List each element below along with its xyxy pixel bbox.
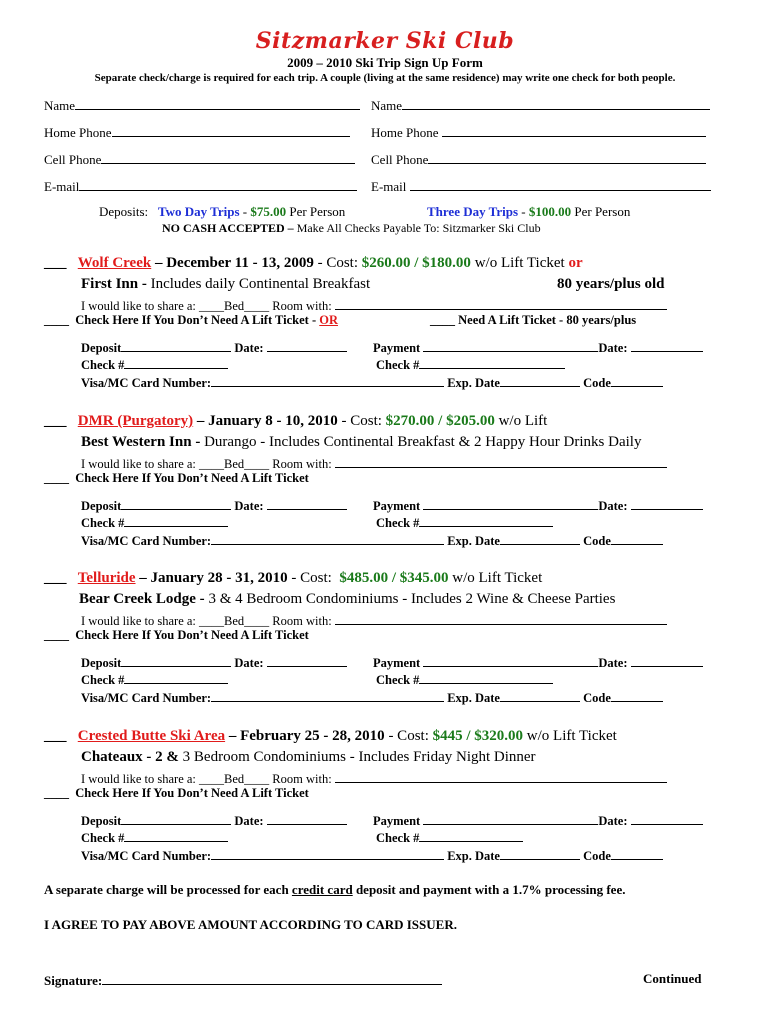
share-line[interactable]: I would like to share a: ____Bed____ Room with:	[81, 296, 667, 314]
payment-note: Separate check/charge is required for each trip. A couple (living at the same residence) may write one check for both people.	[94, 72, 676, 84]
email-field-1[interactable]: E-mail	[44, 177, 357, 195]
trip-name: DMR (Purgatory)	[77, 413, 194, 429]
club-title: Sitzmarker Ski Club	[255, 28, 515, 54]
payment-check-field[interactable]: Check #	[376, 828, 523, 846]
deposit-check-field[interactable]: Check #	[81, 355, 228, 373]
deposit-check-field[interactable]: Check #	[81, 828, 228, 846]
card-field[interactable]: Visa/MC Card Number: Exp. Date Code	[81, 846, 663, 864]
deposit-field[interactable]: Deposit Date:	[81, 653, 347, 671]
payment-field[interactable]: Payment Date:	[373, 496, 703, 514]
share-line[interactable]: I would like to share a: ____Bed____ Room with:	[81, 454, 667, 472]
deposits-three-day: Three Day Trips - $100.00 Per Person	[427, 204, 631, 219]
senior-note: 80 years/plus old	[557, 276, 665, 292]
lift80-check[interactable]: ____ Need A Lift Ticket - 80 years/plus	[430, 313, 637, 327]
no-lift-check[interactable]: ____ Check Here If You Don’t Need A Lift Ticket	[44, 628, 309, 642]
payment-field[interactable]: Payment Date:	[373, 811, 703, 829]
no-lift-check[interactable]: ____ Check Here If You Don’t Need A Lift Ticket	[44, 786, 309, 800]
trip-crested-butte-lodging: Chateaux - 2 & 3 Bedroom Condominiums - Includes Friday Night Dinner	[81, 749, 536, 765]
trip-name: Telluride	[77, 570, 136, 586]
form-title: 2009 – 2010 Ski Trip Sign Up Form	[287, 55, 483, 70]
name-field-2[interactable]: Name	[371, 96, 710, 114]
deposits-line: Deposits: Two Day Trips - $75.00 Per Person	[99, 204, 346, 219]
no-lift-check[interactable]: ____ Check Here If You Don’t Need A Lift Ticket - OR	[44, 313, 338, 327]
deposit-check-field[interactable]: Check #	[81, 670, 228, 688]
card-field[interactable]: Visa/MC Card Number: Exp. Date Code	[81, 373, 663, 391]
trip-telluride-header: ___ Telluride – January 28 - 31, 2010 - Cost: $485.00 / $345.00 w/o Lift Ticket	[44, 570, 543, 586]
share-line[interactable]: I would like to share a: ____Bed____ Room with:	[81, 769, 667, 787]
agreement-statement: I AGREE TO PAY ABOVE AMOUNT ACCORDING TO CARD ISSUER.	[44, 917, 457, 932]
no-lift-check[interactable]: ____ Check Here If You Don’t Need A Lift Ticket	[44, 471, 309, 485]
payment-check-field[interactable]: Check #	[376, 355, 565, 373]
cell-phone-field-1[interactable]: Cell Phone	[44, 150, 355, 168]
no-cash-line: NO CASH ACCEPTED – Make All Checks Payable To: Sitzmarker Ski Club	[162, 221, 541, 235]
trip-name: Crested Butte Ski Area	[77, 728, 226, 744]
share-line[interactable]: I would like to share a: ____Bed____ Room with:	[81, 611, 667, 629]
deposit-check-field[interactable]: Check #	[81, 513, 228, 531]
trip-name: Wolf Creek	[77, 255, 152, 271]
home-phone-field-2[interactable]: Home Phone	[371, 123, 706, 141]
trip-telluride-lodging: Bear Creek Lodge - 3 & 4 Bedroom Condominiums - Includes 2 Wine & Cheese Parties	[79, 591, 616, 607]
cell-phone-field-2[interactable]: Cell Phone	[371, 150, 706, 168]
card-field[interactable]: Visa/MC Card Number: Exp. Date Code	[81, 688, 663, 706]
trip-crested-butte-header: ___ Crested Butte Ski Area – February 25 - 28, 2010 - Cost: $445 / $320.00 w/o Lift Ticket	[44, 728, 617, 744]
payment-field[interactable]: Payment Date:	[373, 653, 703, 671]
payment-check-field[interactable]: Check #	[376, 513, 553, 531]
card-field[interactable]: Visa/MC Card Number: Exp. Date Code	[81, 531, 663, 549]
payment-field[interactable]: Payment Date:	[373, 338, 703, 356]
signature-field[interactable]: Signature:	[44, 971, 442, 989]
email-field-2[interactable]: E-mail	[371, 177, 711, 195]
trip-dmr-lodging: Best Western Inn - Durango - Includes Continental Breakfast & 2 Happy Hour Drinks Daily	[81, 434, 642, 450]
processing-fee-note: A separate charge will be processed for each credit card deposit and payment with a 1.7% processing fee.	[44, 882, 626, 897]
trip-wolf-creek-lodging: First Inn - Includes daily Continental Breakfast	[81, 276, 371, 292]
trip-dmr-header: ___ DMR (Purgatory) – January 8 - 10, 2010 - Cost: $270.00 / $205.00 w/o Lift	[44, 413, 548, 429]
deposit-field[interactable]: Deposit Date:	[81, 811, 347, 829]
continued-label: Continued	[643, 971, 702, 986]
payment-check-field[interactable]: Check #	[376, 670, 553, 688]
trip-wolf-creek-header: ___ Wolf Creek – December 11 - 13, 2009 - Cost: $260.00 / $180.00 w/o Lift Ticket or	[44, 255, 583, 271]
deposit-field[interactable]: Deposit Date:	[81, 496, 347, 514]
name-field-1[interactable]: Name	[44, 96, 360, 114]
deposit-field[interactable]: Deposit Date:	[81, 338, 347, 356]
home-phone-field-1[interactable]: Home Phone	[44, 123, 350, 141]
